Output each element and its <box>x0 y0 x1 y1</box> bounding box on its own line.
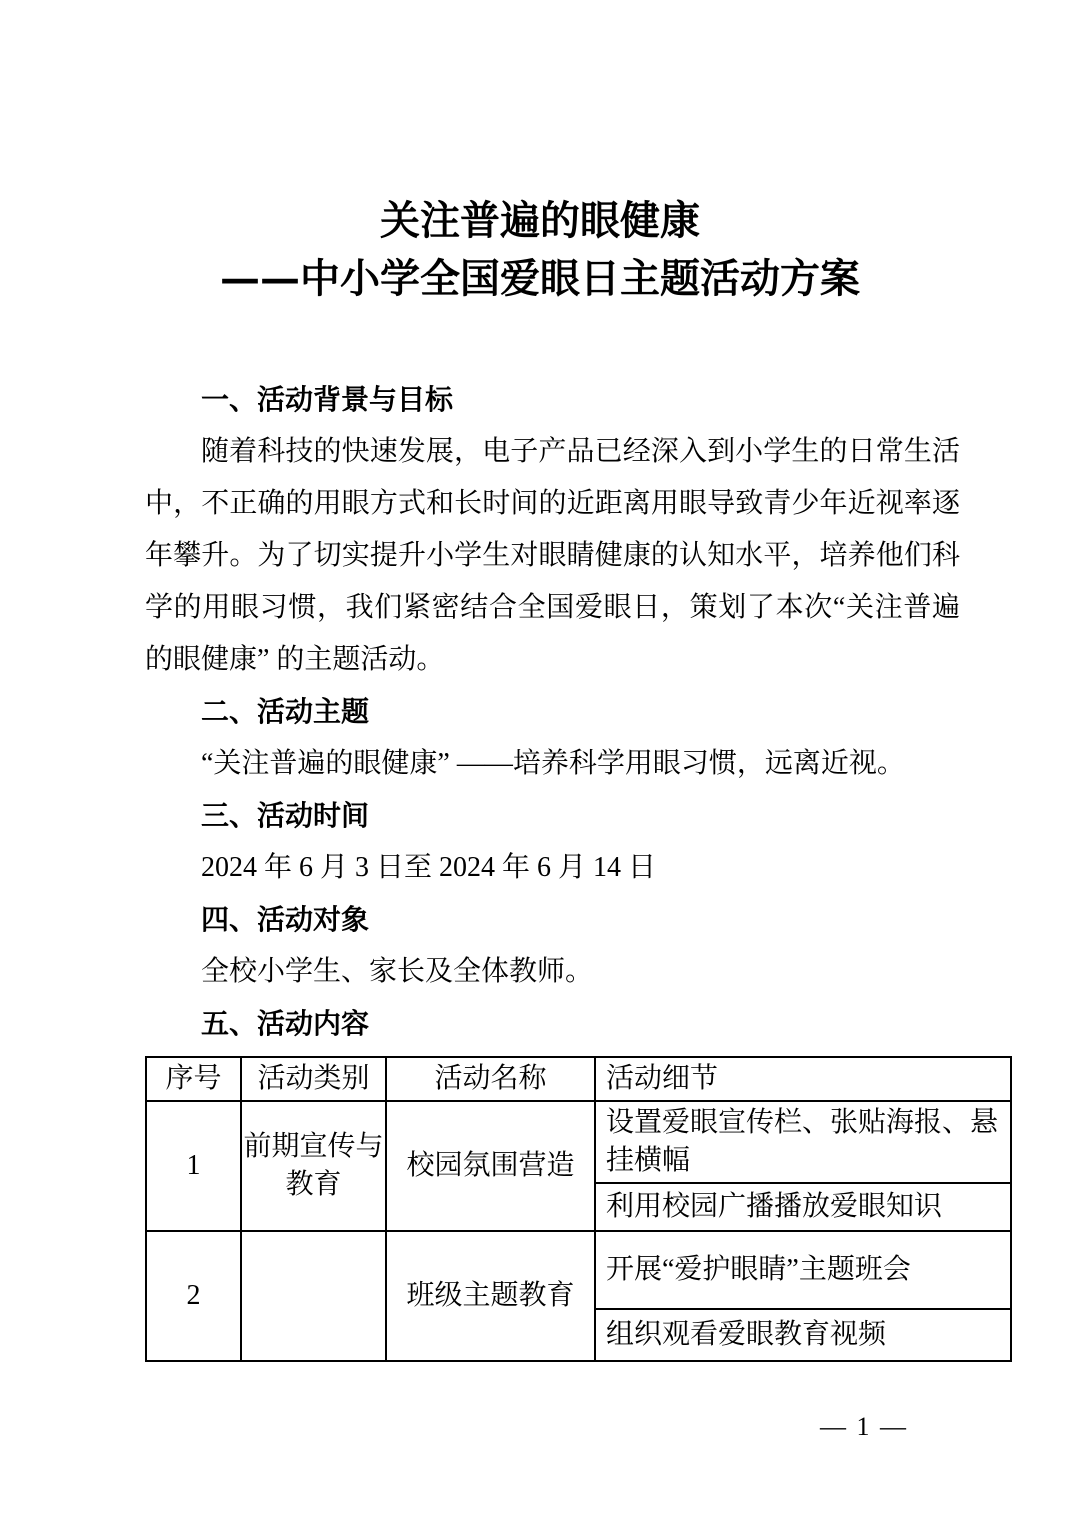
table-header-row <box>146 1057 1011 1101</box>
section-4-audience-text: 全校小学生、家长及全体教师。 <box>201 956 594 987</box>
header-activity-category: 活动类别 <box>241 1057 386 1101</box>
header-activity-name: 活动名称 <box>386 1057 595 1101</box>
title-line-2: ——中小学全国爱眼日主题活动方案 <box>220 255 860 302</box>
section-3-date-text: 2024 年 6 月 3 日至 2024 年 6 月 14 日 <box>201 852 657 883</box>
section-3-heading: 三、活动时间 <box>201 800 370 831</box>
header-activity-detail: 活动细节 <box>595 1057 1011 1101</box>
row2-detail-2: 组织观看爱眼教育视频 <box>595 1309 1011 1361</box>
row1-serial-number: 1 <box>146 1101 241 1231</box>
document-title <box>0 0 1080 308</box>
row2-serial-number: 2 <box>146 1231 241 1361</box>
row1-category: 前期宣传与教育 <box>241 1101 386 1231</box>
row2-name: 班级主题教育 <box>386 1231 595 1361</box>
section-1-paragraph: 随着科技的快速发展，电子产品已经深入到小学生的日常生活中，不正确的用眼方式和长时间的近距离用眼导致青少年近视率逐年攀升。为了切实提升小学生对眼睛健康的认知水平，培养他们科学的用眼习惯，我们紧密结合全国爱眼日，策划了本次“关注普遍的眼健康” 的主题活动。 <box>145 436 960 675</box>
document-body <box>145 374 999 1362</box>
row2-category <box>241 1231 386 1361</box>
table-row <box>146 1101 1011 1183</box>
table-row <box>146 1231 1011 1309</box>
activities-table <box>145 1056 1012 1362</box>
section-5-heading: 五、活动内容 <box>201 1008 370 1039</box>
row1-name: 校园氛围营造 <box>386 1101 595 1231</box>
header-serial-number: 序号 <box>146 1057 241 1101</box>
section-1-heading: 一、活动背景与目标 <box>201 384 454 415</box>
row2-detail-1: 开展“爱护眼睛”主题班会 <box>595 1231 1011 1309</box>
section-4-heading: 四、活动对象 <box>201 904 370 935</box>
title-line-1: 关注普遍的眼健康 <box>380 197 700 244</box>
section-2-theme-text: “关注普遍的眼健康” ——培养科学用眼习惯，远离近视。 <box>201 748 905 779</box>
row1-detail-2: 利用校园广播播放爱眼知识 <box>595 1183 1011 1231</box>
page-number: — 1 — <box>820 1412 908 1441</box>
row1-detail-1: 设置爱眼宣传栏、张贴海报、悬挂横幅 <box>595 1101 1011 1183</box>
section-2-heading: 二、活动主题 <box>201 696 370 727</box>
